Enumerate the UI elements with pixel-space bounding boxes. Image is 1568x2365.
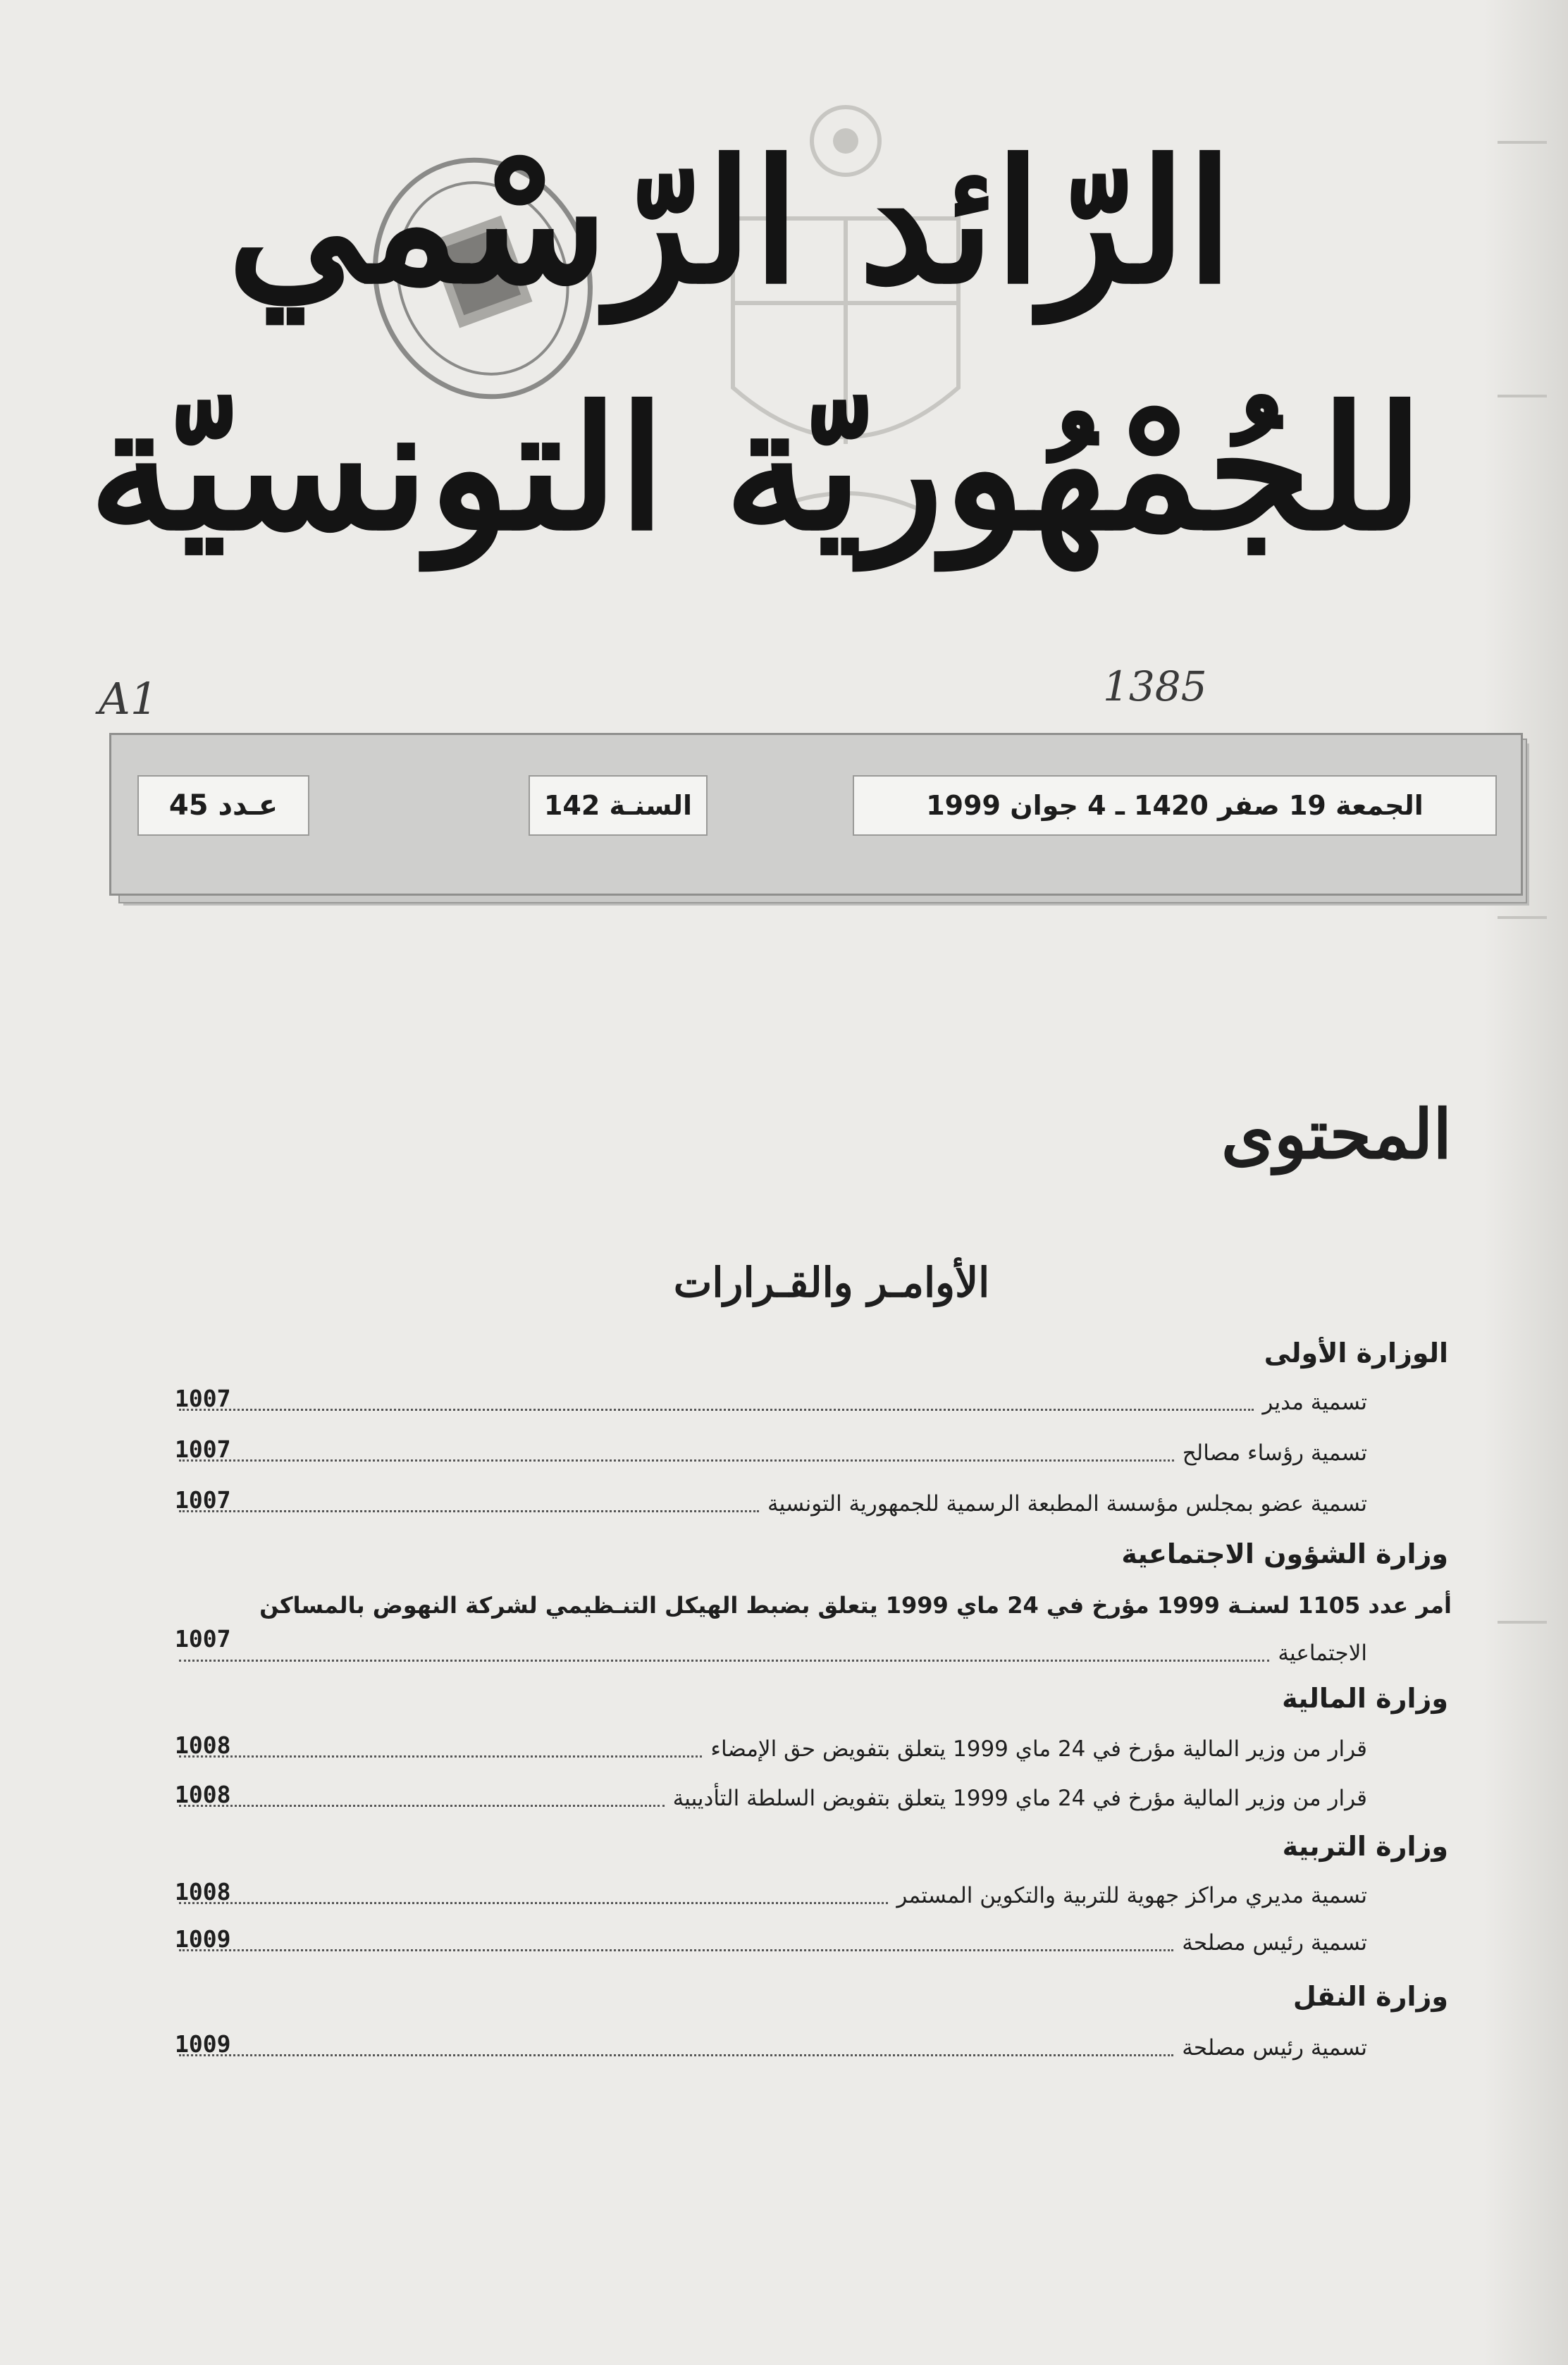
toc-entry (169, 1483, 1367, 1525)
contents-title: المحتوى (1221, 1094, 1452, 1174)
toc-page-number: 1007 (175, 1625, 231, 1653)
masthead-title: الرّائد الرّسْمي (227, 123, 1233, 321)
masthead-subtitle: للجُمْهُوريّة التونسيّة (89, 369, 1424, 568)
toc-entry (169, 1432, 1367, 1474)
toc-entry-text-line1: أمر عدد 1105 لسنـة 1999 مؤرخ في 24 ماي 1999 يتعلق بضبط الهيكل التنـظيمي لشركة النهوض بالمساكن (259, 1592, 1452, 1619)
toc-entry (169, 1728, 1367, 1770)
leader-dots (179, 1510, 759, 1512)
toc-page-number: 1009 (175, 1925, 231, 1953)
ministry-heading: وزارة المالية (1282, 1683, 1448, 1714)
toc-page-number: 1007 (175, 1435, 231, 1463)
toc-entry-text: قرار من وزير المالية مؤرخ في 24 ماي 1999 يتعلق بتفويض حق الإمضاء (710, 1736, 1367, 1762)
leader-dots (179, 1409, 1254, 1411)
toc-page-number: 1007 (175, 1486, 231, 1514)
leader-dots (179, 1949, 1173, 1951)
toc-page-number: 1009 (175, 2030, 231, 2058)
ministry-heading: وزارة التربية (1282, 1831, 1448, 1862)
edge-mark (1498, 141, 1547, 144)
issue-date: الجمعة 19 صفر 1420 ـ 4 جوان 1999 (853, 775, 1497, 836)
toc-page-number: 1007 (175, 1385, 231, 1412)
toc-page-number: 1008 (175, 1731, 231, 1759)
leader-dots (179, 2054, 1173, 2056)
toc-entry (169, 1922, 1367, 1964)
leader-dots (179, 1459, 1174, 1462)
toc-entry-text: تسمية عضو بمجلس مؤسسة المطبعة الرسمية للجمهورية التونسية (767, 1491, 1367, 1517)
toc-entry-text: تسمية مدير (1262, 1390, 1367, 1415)
toc-entry-text: تسمية مديري مراكز جهوية للتربية والتكوين المستمر (896, 1883, 1367, 1908)
toc-entry (169, 1875, 1367, 1917)
toc-page-number: 1008 (175, 1878, 231, 1906)
toc-entry (169, 1632, 1367, 1674)
leader-dots (179, 1660, 1269, 1662)
toc-entry (169, 1777, 1367, 1820)
toc-entry (169, 2027, 1367, 2069)
handwritten-note: A1 (99, 673, 159, 724)
toc-page-number: 1008 (175, 1781, 231, 1808)
toc-entry-text: تسمية رئيس مصلحة (1182, 2035, 1367, 2061)
toc-entry-text: تسمية رؤساء مصالح (1182, 1440, 1367, 1466)
page-edge-shadow (1483, 0, 1568, 2365)
issue-year: السنـة 142 (529, 775, 708, 836)
toc-entry (169, 1381, 1367, 1424)
edge-mark (1498, 395, 1547, 397)
edge-mark (1498, 1621, 1547, 1624)
contents-subheading: الأوامـر والقـرارات (673, 1259, 990, 1307)
ministry-heading: وزارة النقل (1292, 1981, 1448, 2012)
handwritten-number: 1385 (1103, 662, 1207, 710)
ministry-heading: الوزارة الأولى (1264, 1338, 1448, 1369)
toc-entry-text: الاجتماعية (1278, 1641, 1367, 1666)
leader-dots (179, 1902, 888, 1904)
ministry-heading: وزارة الشؤون الاجتماعية (1121, 1538, 1448, 1569)
toc-entry-text: تسمية رئيس مصلحة (1182, 1930, 1367, 1956)
issue-number: عـدد 45 (137, 775, 309, 836)
toc-entry-text: قرار من وزير المالية مؤرخ في 24 ماي 1999 يتعلق بتفويض السلطة التأديبية (672, 1786, 1367, 1811)
edge-mark (1498, 916, 1547, 919)
